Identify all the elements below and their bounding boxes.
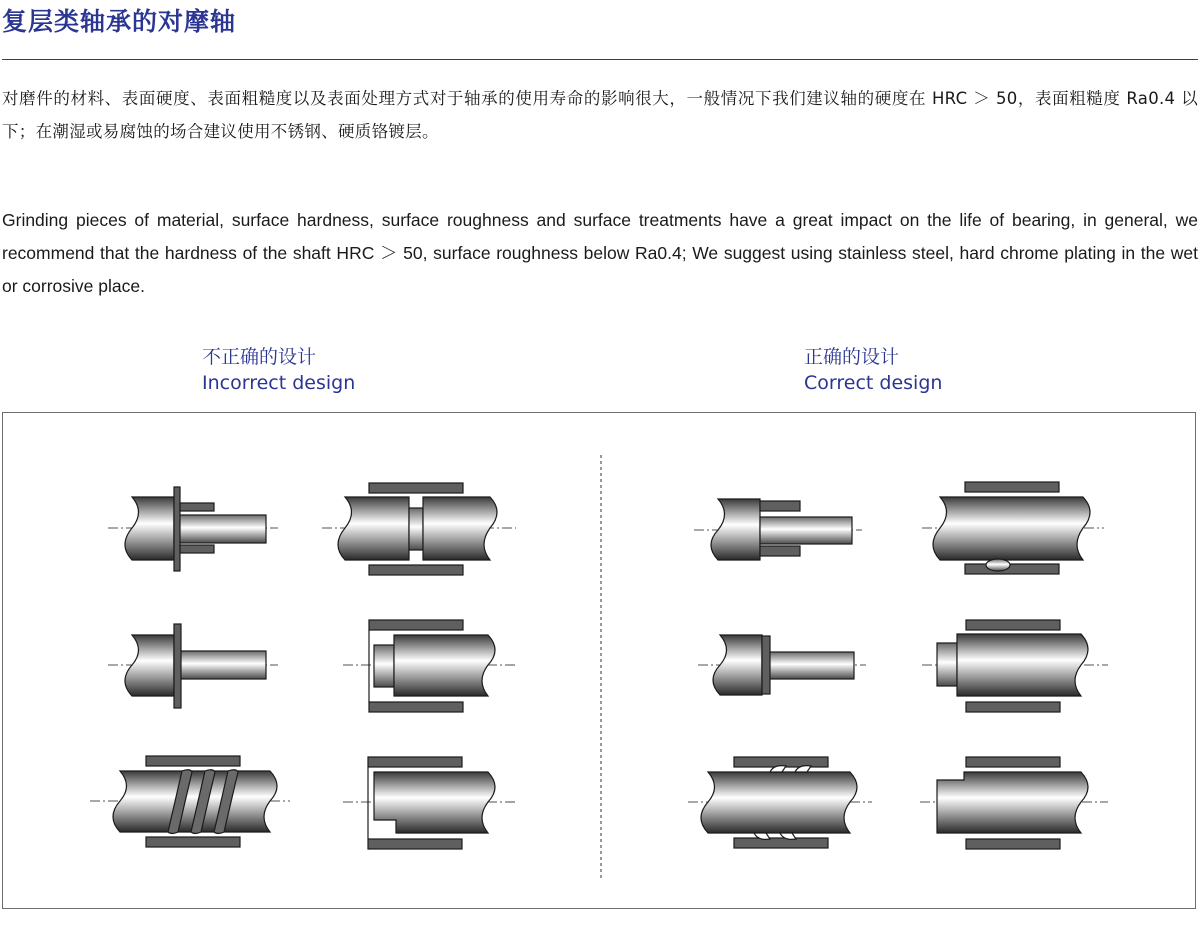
intro-paragraph-en: Grinding pieces of material, surface hardness, surface roughness and surface treatments have a great impact on the life of bearing, in general, we recommend that the hardness of the shaft HRC ＞ 50, surface roughness below Ra0.4; We suggest using stainless steel, hard chrome plating in the wet or corrosive place.	[2, 210, 1198, 296]
correct-label-cn: 正确的设计	[804, 346, 900, 368]
correct-chamfered-shaft-end	[922, 620, 1108, 712]
correct-stepped-shaft-in-housing	[920, 757, 1108, 849]
correct-label-en: Correct design	[804, 372, 943, 394]
incorrect-label-cn: 不正确的设计	[202, 346, 317, 368]
incorrect-split-shaft	[322, 483, 516, 575]
correct-oil-groove-shaft	[688, 757, 872, 848]
correct-shoulder-with-relief	[694, 499, 862, 560]
intro-paragraph-cn: 对磨件的材料、表面硬度、表面粗糙度以及表面处理方式对于轴承的使用寿命的影响很大，一般情况下我们建议轴的硬度在 HRC ＞ 50，表面粗糙度 Ra0.4 以下；在潮湿或易腐蚀的场合建议使用不锈钢、硬质铬镀层。	[2, 89, 1198, 141]
page-title: 复层类轴承的对摩轴	[2, 7, 237, 36]
incorrect-stepped-shaft	[108, 624, 278, 708]
correct-continuous-shaft	[922, 482, 1104, 574]
incorrect-spiral-groove-shaft	[90, 756, 290, 847]
incorrect-short-shaft-in-housing	[343, 620, 516, 712]
incorrect-shoulder-no-relief	[108, 487, 278, 571]
incorrect-label-en: Incorrect design	[202, 372, 356, 394]
correct-stepped-shaft	[698, 635, 866, 695]
incorrect-notched-shaft	[343, 757, 516, 849]
